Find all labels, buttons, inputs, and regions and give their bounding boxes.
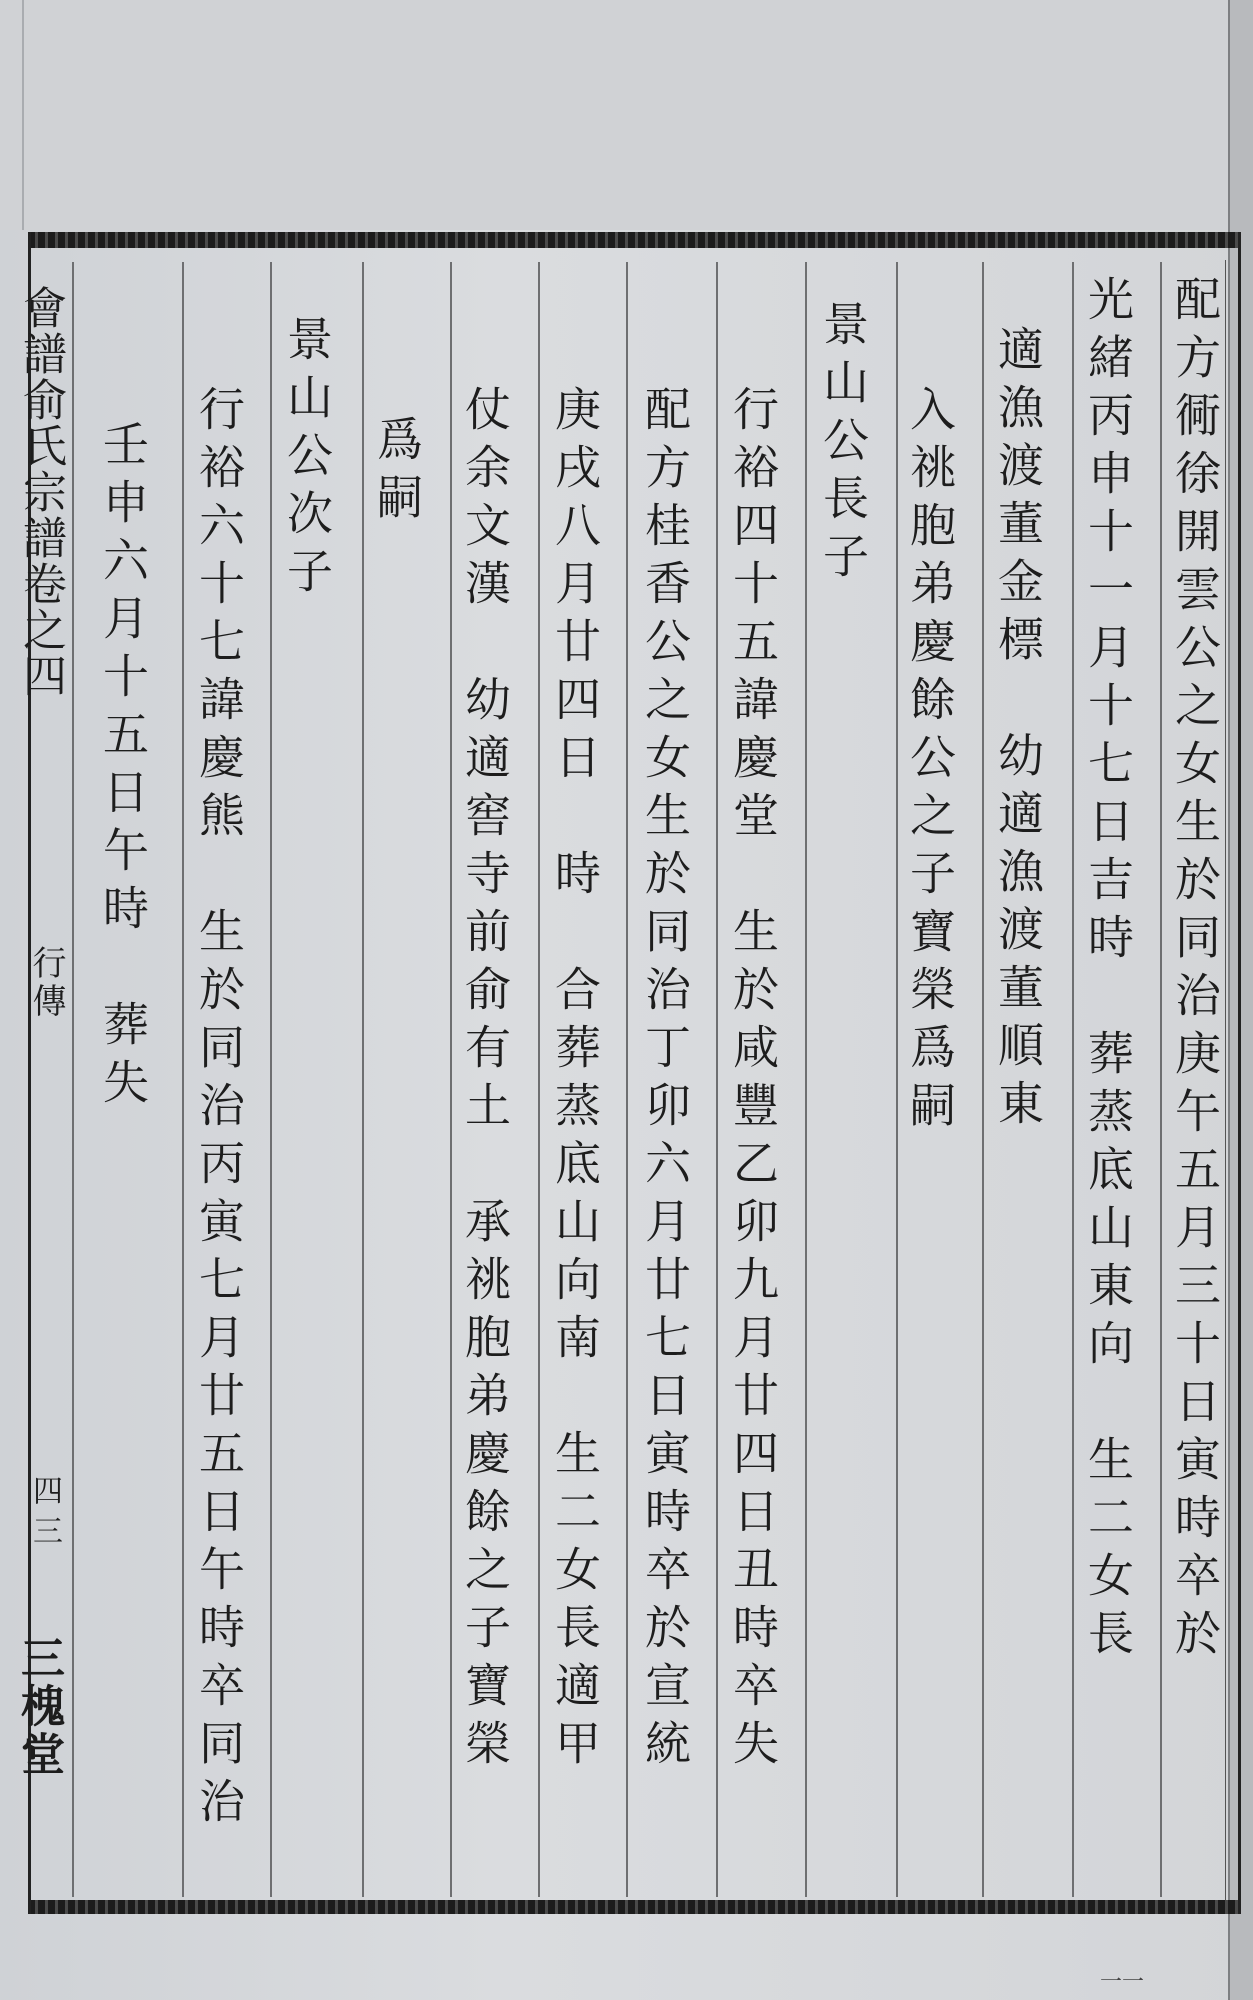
text-column-4: 入祧胞弟慶餘公之子寶榮爲嗣 — [903, 385, 957, 1139]
column-divider — [896, 262, 898, 1897]
facing-page-margin — [0, 0, 1253, 230]
column-divider — [1072, 262, 1074, 1897]
column-divider — [270, 262, 272, 1897]
bottom-border — [28, 1900, 1240, 1914]
hall-name: 三槐堂 — [13, 1635, 64, 1779]
text-column-3: 適漁渡董金標 幼適漁渡董順東 — [991, 325, 1045, 1137]
column-divider — [716, 262, 718, 1897]
text-column-5: 景山公長子 — [816, 300, 870, 590]
text-column-13: 壬申六月十五日午時 葬失 — [96, 420, 150, 1116]
column-divider — [538, 262, 540, 1897]
text-column-6: 行裕四十五諱慶堂 生於咸豐乙卯九月廿四日丑時卒失 — [726, 385, 780, 1777]
column-divider — [805, 262, 807, 1897]
column-divider — [982, 262, 984, 1897]
text-column-11: 景山公次子 — [280, 315, 334, 605]
footer-mark: 一一 — [1100, 1970, 1145, 1995]
text-column-12: 行裕六十七諱慶熊 生於同治丙寅七月廿五日午時卒同治 — [192, 385, 246, 1835]
text-column-8: 庚戌八月廿四日 時 合葬蒸底山向南 生二女長適甲 — [548, 385, 602, 1777]
top-border — [28, 232, 1240, 248]
page-fold — [22, 0, 24, 230]
text-column-7: 配方桂香公之女生於同治丁卯六月廿七日寅時卒於宣統 — [638, 385, 692, 1777]
text-column-1: 配方衕徐開雲公之女生於同治庚午五月三十日寅時卒於 — [1168, 275, 1222, 1667]
column-divider — [626, 262, 628, 1897]
page-number: 四三 — [27, 1475, 62, 1555]
text-column-10: 爲嗣 — [370, 415, 424, 531]
text-column-2: 光緒丙申十一月十七日吉時 葬蒸底山東向 生二女長 — [1081, 275, 1135, 1667]
column-divider — [450, 262, 452, 1897]
inner-right-border — [1225, 260, 1226, 1900]
book-title: 會譜俞氏宗譜卷之四 — [15, 285, 66, 699]
column-divider — [72, 262, 74, 1897]
text-column-9: 仗余文漢 幼適窖寺前俞有土 承祧胞弟慶餘之子寶榮 — [458, 385, 512, 1777]
right-border — [1238, 232, 1241, 1914]
column-divider — [1160, 262, 1162, 1897]
column-divider — [362, 262, 364, 1897]
column-divider — [182, 262, 184, 1897]
section-label: 行傳 — [26, 945, 66, 1021]
